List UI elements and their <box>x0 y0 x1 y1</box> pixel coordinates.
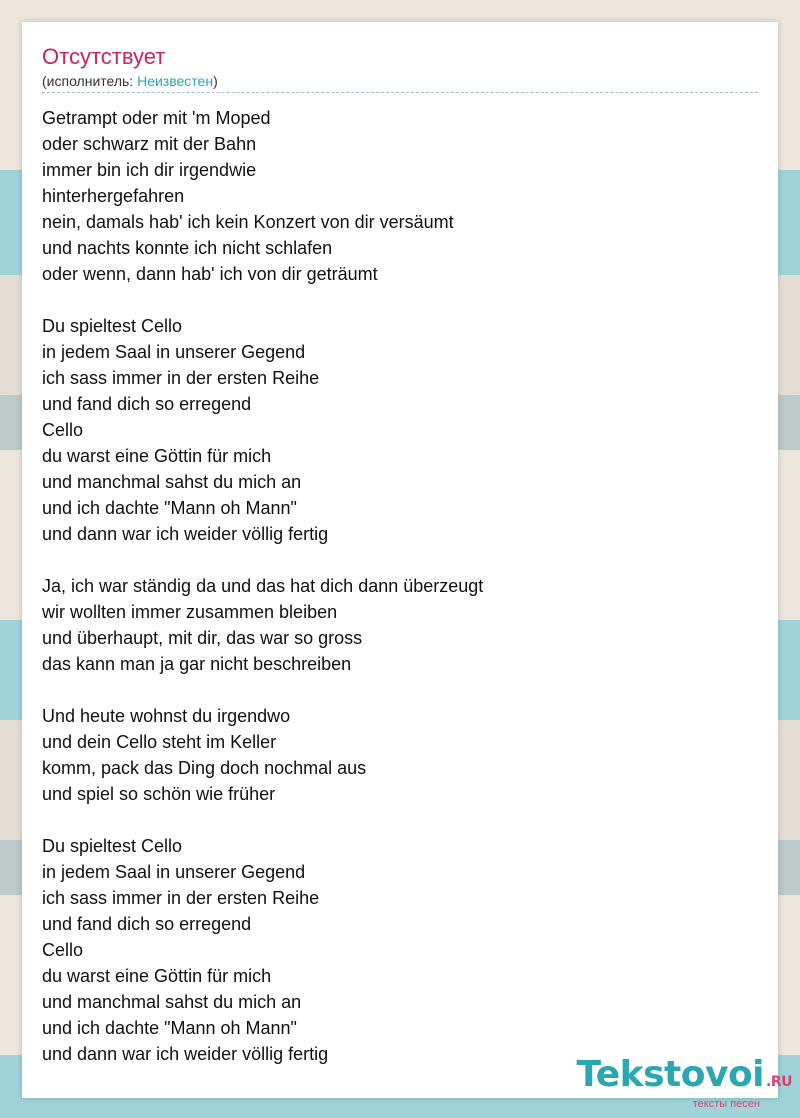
lyric-line: und dann war ich weider völlig fertig <box>42 1044 329 1064</box>
lyric-line: oder schwarz mit der Bahn <box>42 134 257 154</box>
lyric-line: und fand dich so erregend <box>42 394 252 414</box>
lyric-line: du warst eine Göttin für mich <box>42 446 272 466</box>
lyric-line: hinterhergefahren <box>42 186 185 206</box>
logo-name: Tekstovoi <box>576 1054 765 1095</box>
lyric-line <box>42 807 742 833</box>
artist-suffix: ) <box>213 73 218 89</box>
lyric-line <box>42 287 742 313</box>
artist-link[interactable]: Неизвестен <box>137 73 214 89</box>
lyric-line <box>42 677 742 703</box>
logo-tagline: тексты песен <box>692 1098 760 1110</box>
lyric-line: und ich dachte "Mann oh Mann" <box>42 1018 297 1038</box>
lyric-line: und ich dachte "Mann oh Mann" <box>42 498 297 518</box>
artist-prefix: (исполнитель: <box>42 73 138 89</box>
lyric-line: nein, damals hab' ich kein Konzert von dir versäumt <box>42 212 454 232</box>
lyric-line: das kann man ja gar nicht beschreiben <box>42 654 352 674</box>
lyric-line: Du spieltest Cello <box>42 836 183 856</box>
lyrics-card <box>22 22 778 1098</box>
lyric-line: Cello <box>42 940 84 960</box>
lyric-line: immer bin ich dir irgendwie <box>42 160 257 180</box>
lyric-line: oder wenn, dann hab' ich von dir geträumt <box>42 264 378 284</box>
lyric-line: Und heute wohnst du irgendwo <box>42 706 291 726</box>
title-divider <box>42 92 758 93</box>
lyric-line: Cello <box>42 420 84 440</box>
logo-tld: .RU <box>766 1074 792 1090</box>
lyric-line: ich sass immer in der ersten Reihe <box>42 888 320 908</box>
lyric-line: und dann war ich weider völlig fertig <box>42 524 329 544</box>
lyric-line: Ja, ich war ständig da und das hat dich dann überzeugt <box>42 576 484 596</box>
artist-line <box>42 73 218 89</box>
lyric-line: und fand dich so erregend <box>42 914 252 934</box>
lyric-line: und dein Cello steht im Keller <box>42 732 277 752</box>
lyric-line: Du spieltest Cello <box>42 316 183 336</box>
lyric-line: wir wollten immer zusammen bleiben <box>42 602 338 622</box>
lyric-line: Getrampt oder mit 'm Moped <box>42 108 271 128</box>
lyrics-text <box>42 105 742 1067</box>
site-logo[interactable] <box>576 1054 792 1110</box>
lyric-line: in jedem Saal in unserer Gegend <box>42 342 306 362</box>
lyric-line: und nachts konnte ich nicht schlafen <box>42 238 333 258</box>
lyric-line: ich sass immer in der ersten Reihe <box>42 368 320 388</box>
lyric-line: du warst eine Göttin für mich <box>42 966 272 986</box>
lyric-line: und manchmal sahst du mich an <box>42 992 302 1012</box>
lyric-line: komm, pack das Ding doch nochmal aus <box>42 758 367 778</box>
lyric-line: und manchmal sahst du mich an <box>42 472 302 492</box>
song-title: Отсутствует <box>42 44 166 69</box>
lyric-line: und überhaupt, mit dir, das war so gross <box>42 628 363 648</box>
lyric-line: in jedem Saal in unserer Gegend <box>42 862 306 882</box>
lyric-line <box>42 547 742 573</box>
lyric-line: und spiel so schön wie früher <box>42 784 276 804</box>
